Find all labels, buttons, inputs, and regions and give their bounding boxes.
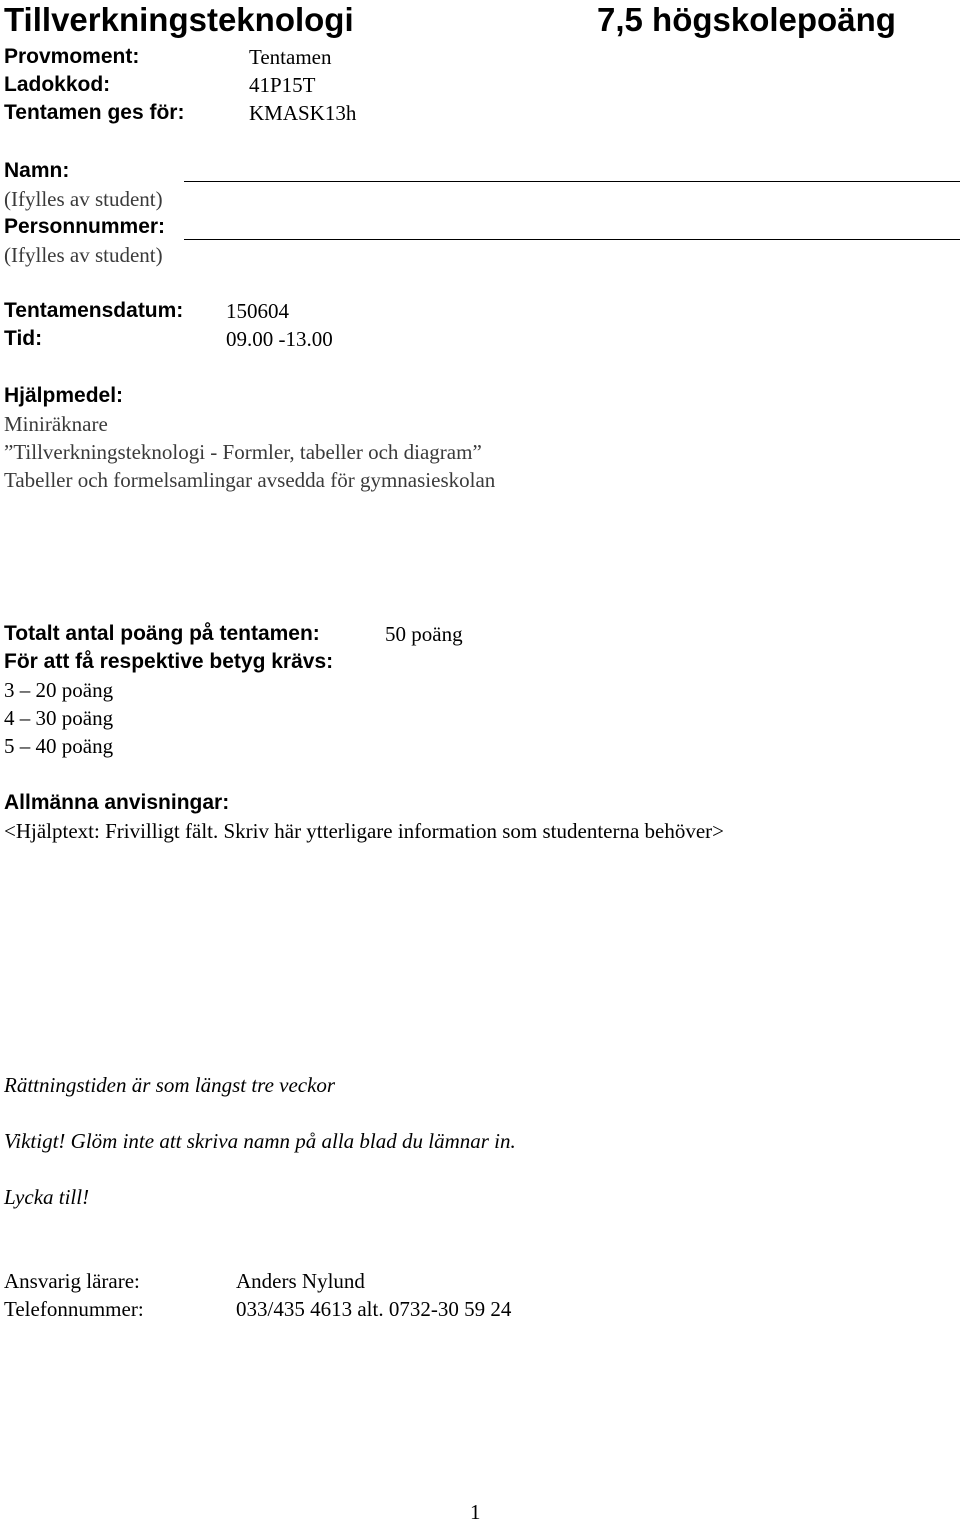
good-luck-note: Lycka till! xyxy=(4,1185,90,1209)
grading-time-note: Rättningstiden är som längst tre veckor xyxy=(4,1073,336,1097)
name-field-line[interactable] xyxy=(184,181,960,182)
course-title: Tillverkningsteknologi xyxy=(4,1,354,38)
phone-number: 033/435 4613 alt. 0732-30 59 24 xyxy=(236,1297,512,1321)
total-points-label: Totalt antal poäng på tentamen: xyxy=(4,622,320,645)
given-for-label: Tentamen ges för: xyxy=(4,101,185,124)
teacher-name: Anders Nylund xyxy=(236,1269,365,1293)
grade-threshold: 3 – 20 poäng xyxy=(4,678,114,702)
aids-heading: Hjälpmedel: xyxy=(4,384,124,407)
phone-label: Telefonnummer: xyxy=(4,1297,144,1321)
ladok-code-label: Ladokkod: xyxy=(4,73,111,96)
page-number: 1 xyxy=(470,1500,481,1524)
personal-number-label: Personnummer: xyxy=(4,215,166,238)
name-label: Namn: xyxy=(4,159,70,182)
teacher-label: Ansvarig lärare: xyxy=(4,1269,140,1293)
grade-threshold: 4 – 30 poäng xyxy=(4,706,114,730)
time-label: Tid: xyxy=(4,327,43,350)
grade-requirement-label: För att få respektive betyg krävs: xyxy=(4,650,334,673)
time-value: 09.00 -13.00 xyxy=(226,327,333,351)
exam-date-value: 150604 xyxy=(226,299,289,323)
exam-part-label: Provmoment: xyxy=(4,45,140,68)
instructions-heading: Allmänna anvisningar: xyxy=(4,791,230,814)
grade-threshold: 5 – 40 poäng xyxy=(4,734,114,758)
ladok-code-value: 41P15T xyxy=(249,73,316,97)
personal-number-field-line[interactable] xyxy=(184,239,960,240)
given-for-value: KMASK13h xyxy=(249,101,357,125)
credits: 7,5 högskolepoäng xyxy=(597,1,896,38)
aids-item: Miniräknare xyxy=(4,412,108,436)
aids-item: Tabeller och formelsamlingar avsedda för gymnasieskolan xyxy=(4,468,496,492)
personal-number-hint: (Ifylles av student) xyxy=(4,243,163,267)
name-hint: (Ifylles av student) xyxy=(4,187,163,211)
exam-date-label: Tentamensdatum: xyxy=(4,299,184,322)
important-note: Viktigt! Glöm inte att skriva namn på alla blad du lämnar in. xyxy=(4,1129,516,1153)
aids-item: ”Tillverkningsteknologi - Formler, tabeller och diagram” xyxy=(4,440,482,464)
exam-part-value: Tentamen xyxy=(249,45,332,69)
total-points-value: 50 poäng xyxy=(385,622,463,646)
instructions-text: <Hjälptext: Frivilligt fält. Skriv här ytterligare information som studenterna behöver> xyxy=(4,819,725,843)
